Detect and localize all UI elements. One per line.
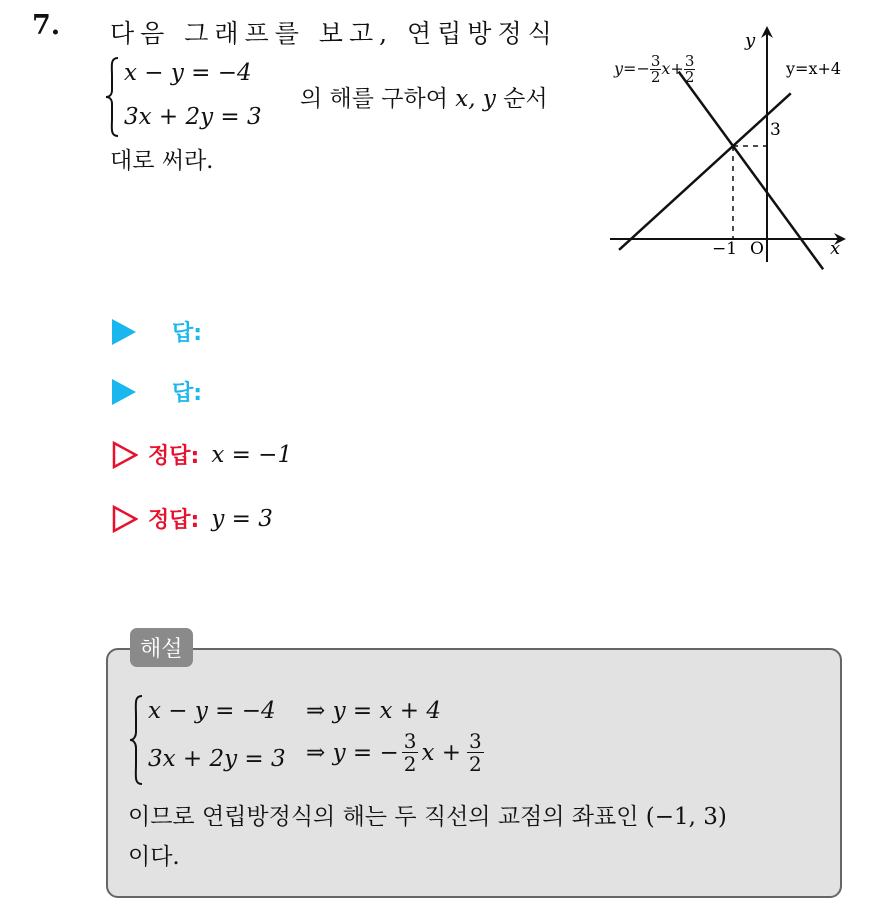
- solution-eq2-right-mid: x +: [421, 739, 462, 766]
- question-number: 7.: [32, 10, 61, 41]
- question-text-line2: [300, 80, 548, 113]
- solution-eq2-frac1-num: 3: [403, 729, 417, 753]
- line1-label-frac1-den: 2: [650, 68, 661, 86]
- x-tick-label: −1: [712, 239, 738, 259]
- system-brace: [104, 56, 120, 143]
- system-equation-1: x − y = −4: [124, 60, 252, 86]
- question-text-line2-pre: 의 해를 구하여: [300, 86, 448, 112]
- solution-brace: [128, 694, 144, 790]
- solution-eq1-left: x − y = −4: [148, 698, 276, 724]
- solution-text-line1: 이므로 연립방정식의 해는 두 직선의 교점의 좌표인 (−1, 3): [128, 804, 727, 830]
- solution-eq2-frac1-den: 2: [403, 752, 417, 776]
- question-text-line2-post: 순서: [503, 86, 548, 112]
- question-text-line2-vars: x, y: [455, 86, 496, 112]
- line1-label-prefix: y=−: [614, 59, 650, 78]
- line1-label-frac2-den: 2: [684, 68, 695, 86]
- answer-label-1: 답:: [172, 321, 203, 346]
- line1-label-frac1: [650, 54, 662, 85]
- solution-eq2-right-pre: ⇒ y = −: [306, 739, 399, 766]
- correct-row-1: [112, 439, 292, 470]
- line1-label-frac1-num: 3: [650, 52, 661, 70]
- system-equation-2: 3x + 2y = 3: [124, 104, 262, 130]
- solution-eq2-right: [306, 730, 484, 775]
- solution-tag: 해설: [130, 628, 193, 667]
- correct-arrow-icon: [112, 505, 138, 533]
- line1-label: [614, 54, 695, 85]
- answer-arrow-icon: [112, 379, 136, 405]
- correct-arrow-icon: [112, 441, 138, 469]
- answer-row-1: [112, 316, 202, 347]
- question-text-line3: 대로 써라.: [110, 148, 214, 174]
- graph: [600, 22, 870, 272]
- y-tick-label: 3: [770, 120, 781, 140]
- correct-value-1: x = −1: [211, 441, 293, 468]
- solution-eq1-right: ⇒ y = x + 4: [306, 698, 441, 724]
- correct-row-2: [112, 503, 273, 534]
- correct-label-1: 정답:: [148, 444, 200, 469]
- solution-text-line2: 이다.: [128, 844, 180, 870]
- solution-eq2-frac2-num: 3: [469, 729, 482, 753]
- answer-label-2: 답:: [172, 381, 203, 406]
- line1-label-frac2: [684, 54, 696, 85]
- correct-label-2: 정답:: [148, 508, 200, 533]
- line1-label-mid: x+: [661, 59, 684, 78]
- solution-eq2-left: 3x + 2y = 3: [148, 746, 286, 772]
- line-y-x-plus-4: [619, 93, 791, 250]
- y-axis-label: y: [745, 30, 756, 51]
- solution-eq2-frac2-den: 2: [469, 752, 482, 776]
- x-axis-label: x: [830, 238, 841, 259]
- correct-value-2: y = 3: [211, 505, 273, 532]
- origin-label: O: [750, 239, 764, 259]
- question-text-line1: 다음 그래프를 보고, 연립방정식: [110, 19, 558, 48]
- answer-arrow-icon: [112, 319, 136, 345]
- solution-eq2-frac1: [402, 730, 419, 775]
- line2-label: y=x+4: [786, 59, 842, 78]
- solution-eq2-frac2: [467, 730, 484, 775]
- answer-row-2: [112, 376, 202, 407]
- line1-label-frac2-num: 3: [684, 52, 695, 70]
